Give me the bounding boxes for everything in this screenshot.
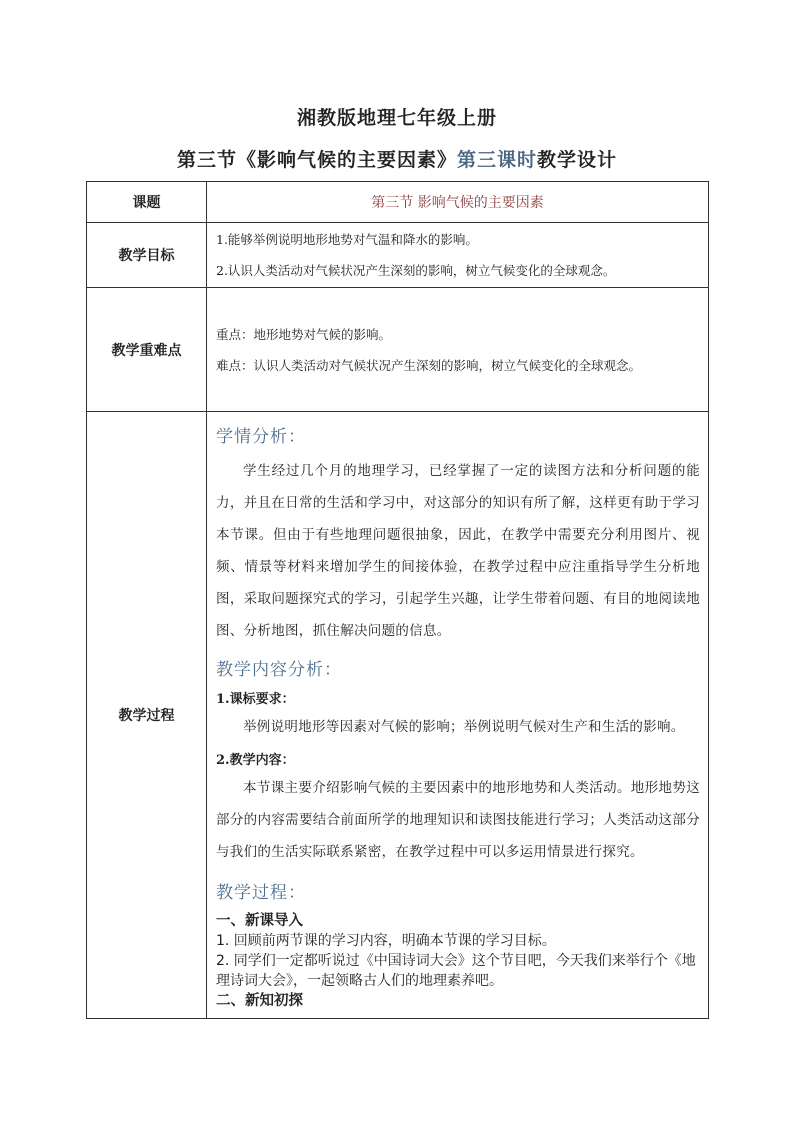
topic-label: 课题 <box>87 182 207 223</box>
key-points-content <box>207 288 709 412</box>
analysis-text: 学生经过几个月的地理学习，已经掌握了一定的读图方法和分析问题的能力，并且在日常的生活和学习中，对这部分的知识有所了解，这样更有助于学习本节课。但由于有些地理问题很抽象，因此，在教学中需要充分利用图片、视频、情景等材料来增加学生的间接体验，在教学过程中应注重指导学生分析地图，采取问题探究式的学习，引起学生兴趣，让学生带着问题、有目的地阅读地图、分析地图，抓住解决问题的信息。 <box>216 463 700 639</box>
section-new-lesson: 一、新课导入 <box>216 913 303 929</box>
content-sub-heading: 2.教学内容： <box>216 753 295 768</box>
content-heading: 教学内容分析： <box>216 660 342 680</box>
process-content <box>207 412 709 1019</box>
standard-heading: 1.课标要求： <box>216 692 295 707</box>
objective-item: 1.能够举例说明地形地势对气温和降水的影响。 <box>216 232 478 247</box>
lesson-plan-table <box>86 181 709 1019</box>
objectives-content <box>207 223 709 288</box>
key-points-label: 教学重难点 <box>87 288 207 412</box>
subtitle-end: 教学设计 <box>537 149 618 171</box>
subtitle-accent: 第三课时 <box>456 149 537 171</box>
step-item: 2. 同学们一定都听说过《中国诗词大会》这个节目吧，今天我们来举行个《地理诗词大会》，一起领略古人们的地理素养吧。 <box>216 953 696 989</box>
step-item: 1. 回顾前两节课的学习内容，明确本节课的学习目标。 <box>216 933 556 949</box>
row-key-points <box>87 288 709 412</box>
process-label: 教学过程 <box>87 412 207 1019</box>
row-objectives <box>87 223 709 288</box>
content-text: 本节课主要介绍影响气候的主要因素中的地形地势和人类活动。地形地势这部分的内容需要结合前面所学的地理知识和读图技能进行学习；人类活动这部分与我们的生活实际联系紧密，在教学过程中可以多运用情景进行探究。 <box>216 780 700 860</box>
standard-text: 举例说明地形等因素对气候的影响；举例说明气候对生产和生活的影响。 <box>243 719 685 735</box>
section-explore: 二、新知初探 <box>216 993 303 1009</box>
key-point-item: 重点：地形地势对气候的影响。 <box>216 326 392 342</box>
subtitle-main: 第三节《影响气候的主要因素》 <box>176 149 457 171</box>
process-heading: 教学过程： <box>216 883 306 903</box>
document-subtitle <box>0 145 794 172</box>
objectives-label: 教学目标 <box>87 223 207 288</box>
row-process <box>87 412 709 1019</box>
objective-item: 2.认识人类活动对气候状况产生深刻的影响，树立气候变化的全球观念。 <box>216 263 616 278</box>
document-title: 湘教版地理七年级上册 <box>296 107 497 129</box>
key-point-item: 难点：认识人类活动对气候状况产生深刻的影响，树立气候变化的全球观念。 <box>216 357 642 373</box>
analysis-heading: 学情分析： <box>216 427 306 447</box>
topic-value: 第三节 影响气候的主要因素 <box>207 182 709 223</box>
row-topic <box>87 182 709 223</box>
